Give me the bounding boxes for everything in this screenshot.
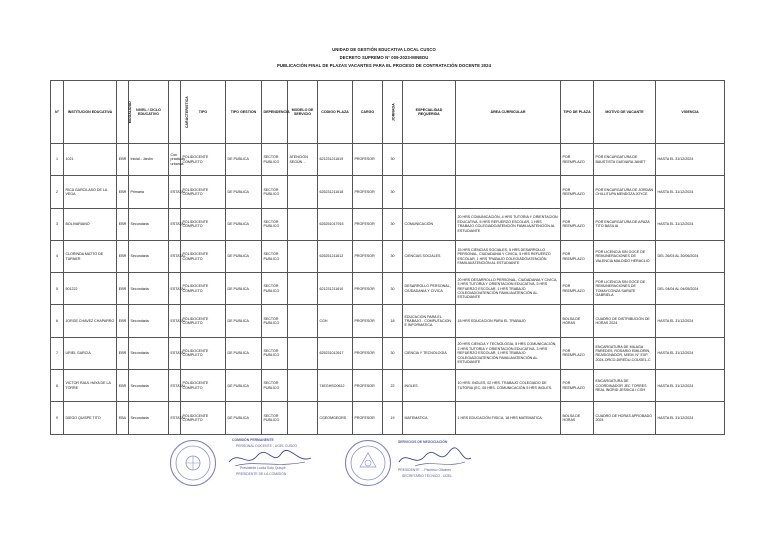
col-header: ESPECIALIDAD REQUERIDA (403, 81, 456, 144)
table-cell: 20 HRS CIENCIA Y TECNOLOGIA, 5 HRS COMUNICACIÓN, 2 HRS TUTORIA Y ORIENTACIÓN EDUCATIVA, 3 HRS REFUERZO ESCOLAR, 1 HRS TRABAJO COLEGIADO/ATENCIÓN FAMILIA/ATENCIÓN AL ESTUDIANTE (456, 337, 561, 369)
table-cell: 30 (383, 144, 403, 176)
table-cell: 5 (51, 273, 64, 305)
stamp-right-line3: SECRETARIO TÉCNICO - UGEL (402, 474, 453, 478)
table-cell: POR ENCARGATURA DE APAZA TITO BASILIA (594, 208, 656, 240)
table-cell: ESTATAL (169, 370, 181, 402)
table-cell: ESTATAL (169, 208, 181, 240)
table-cell: ATENCIÓN SEGÚN ... (288, 144, 318, 176)
table-cell: HASTA EL 31/12/2024 (656, 176, 725, 208)
vacancies-table (50, 80, 725, 435)
table-cell: POLIDOCENTE COMPLETO (181, 337, 226, 369)
table-cell: POLIDOCENTE COMPLETO (181, 144, 226, 176)
table-cell (288, 273, 318, 305)
table-cell: CIENCIAS SOCIALES (403, 240, 456, 272)
table-cell: EBR (117, 176, 129, 208)
col-header: MODALIDAD (117, 81, 129, 144)
col-header: MOTIVO DE VACANTE (594, 81, 656, 144)
table-cell: DE PUBLICA (226, 176, 262, 208)
table-cell: 15 HRS CIENCIAS SOCIALES, 5 HRS DESARROLLO PERSONAL, CIUDADANIA Y CIVICA, 5 HRS REFUERZO ESCOLAR, 1 HRS TRABAJO COLEGIADO/ATENCIÓN FAMILIA/ATENCIÓN AL ESTUDIANTE (456, 240, 561, 272)
table-cell: DE PUBLICA (226, 402, 262, 434)
table-cell: POLIDOCENTE COMPLETO (181, 208, 226, 240)
col-header: DEPENDENCIA (262, 81, 288, 144)
stamp-right-line1: SERVICIOS DE NEGOCIACIÓN (398, 440, 448, 444)
table-cell: DEL 26/03 AL 30/06/2024 (656, 240, 725, 272)
table-cell: DE PUBLICA (226, 305, 262, 337)
table-cell: ESTATAL (169, 337, 181, 369)
table-cell: SECTOR PUBLICO (262, 402, 288, 434)
table-cell: POR ENCARGATURA DE JORDAN CHILLITUPA MENDOZA JOYCE (594, 176, 656, 208)
table-cell (403, 176, 456, 208)
stamp-left-line3: Presidente Lucila Soto Quispe (240, 466, 286, 470)
table-cell: BOLSA DE HORAS (561, 305, 594, 337)
table-cell: POLIDOCENTE COMPLETO (181, 273, 226, 305)
table-cell: DEL 04/04 AL 04/05/2024 (656, 273, 725, 305)
table-cell: POR REEMPLAZO (561, 144, 594, 176)
table-cell: 18 HRS EDUCACION PARA EL TRABAJO (456, 305, 561, 337)
table-cell: EDUCACION PARA EL TRABAJO - COMPUTACION E INFORMATICA (403, 305, 456, 337)
table-cell: POR LICENCIA SIN GOCE DE REMUNERACIONES DE TOMAYCONZA SARATE GABRIELA (594, 273, 656, 305)
seal-emblem-icon (346, 441, 390, 485)
table-cell: SECTOR PUBLICO (262, 240, 288, 272)
table-cell: 625231211618 (318, 176, 353, 208)
table-cell: CGEOMGEORS (318, 402, 353, 434)
table-cell: ENCARGATURA DE COORDINADOR JEC TORRES REAL INGRID JESSICA / CGH (594, 370, 656, 402)
table-cell: PROFESOR (353, 240, 383, 272)
table-row (51, 208, 725, 240)
table-cell: POLIDOCENTE COMPLETO (181, 402, 226, 434)
table-cell: 10 HRS. INGLES, 02 HRS. TRABAJO COLEGIADO DE TUTORIA (EC, 05 HRS. COMUNICACIÓN 5 HRS INGLES. (456, 370, 561, 402)
table-cell: 3 (51, 208, 64, 240)
table-cell: DE PUBLICA (226, 240, 262, 272)
table-cell: POR REEMPLAZO (561, 208, 594, 240)
table-cell: 19 (383, 402, 403, 434)
table-cell: INGLES (403, 370, 456, 402)
table-cell: 30 (383, 273, 403, 305)
table-cell (456, 144, 561, 176)
header-line-2: DECRETO SUPREMO N° 009-2023-MINEDU (339, 55, 429, 60)
table-cell: CGH (318, 305, 353, 337)
table-cell: 621231211619 (318, 144, 353, 176)
table-cell: Con prácticas urbanas (169, 144, 181, 176)
table-cell: 621231211610 (318, 273, 353, 305)
table-cell: DE PUBLICA (226, 208, 262, 240)
table-cell: Secundaria (129, 402, 169, 434)
col-header: TIPO (181, 81, 226, 144)
table-row (51, 402, 725, 434)
table-row (51, 144, 725, 176)
col-header: ÁREA CURRICULAR (456, 81, 561, 144)
table-cell: EBR (117, 305, 129, 337)
table-cell: 4 (51, 240, 64, 272)
table-cell: 625251017915 (318, 208, 353, 240)
table-row (51, 176, 725, 208)
table-cell: CIENCIA Y TECNOLOGIA (403, 337, 456, 369)
table-cell: EBA (117, 402, 129, 434)
signature-right (395, 446, 475, 470)
table-cell: 625251211612 (318, 240, 353, 272)
table-cell: DESARROLLO PERSONAL, CIUDADANIA Y CIVICA (403, 273, 456, 305)
table-cell: ENCARGATURA DE MILAGA PAREDES, ROSARIO EMILDRIN, REASIGNADOR, M/EM, N° EXP. 2024-ORCO-DIREDU-COUGEL-C (594, 337, 656, 369)
table-cell: 22 (383, 370, 403, 402)
col-header: CARGO (353, 81, 383, 144)
table-cell: PROFESOR (353, 337, 383, 369)
table-cell: PROFESOR (353, 370, 383, 402)
table-cell: Secundaria (129, 370, 169, 402)
table-cell: EBR (117, 208, 129, 240)
col-header: N° (51, 81, 64, 144)
col-header: JORNADA (383, 81, 403, 144)
table-cell: BOLSA DE HORAS (561, 402, 594, 434)
table-cell: SECTOR PUBLICO (262, 273, 288, 305)
table-cell: COMUNICACIÓN (403, 208, 456, 240)
col-header: CODIGO PLAZA (318, 81, 353, 144)
table-cell: DE PUBLICA (226, 370, 262, 402)
table-cell: Secundaria (129, 240, 169, 272)
table-header-row (51, 81, 725, 144)
table-cell (288, 305, 318, 337)
table-cell: 1 HRS EDUCACIÓN FISICA, 18 HRS MATEMATICA (456, 402, 561, 434)
table-cell: JORGE CHAVEZ CHAPARRO (64, 305, 117, 337)
table-cell: Secundaria (129, 273, 169, 305)
table-cell: HASTA EL 31/12/2024 (656, 370, 725, 402)
table-cell (288, 370, 318, 402)
table-cell: 74EGHSO0612 (318, 370, 353, 402)
table-cell: Primaria (129, 176, 169, 208)
table-cell (288, 402, 318, 434)
table-row (51, 240, 725, 272)
table-cell: HASTA EL 31/12/2024 (656, 402, 725, 434)
table-cell: 20 HRS DESARROLLO PERSONAL, CIUDADANIA Y CIVICA, 3 HRS TUTORIA Y ORIENTACION EDUCATIVA, 5 HRS REFUERZO ESCOLAR, 1 HRS TRABAJO COLEGIADO/ATENCIÓN FAMILIA/ATENCIÓN AL ESTUDIANTE (456, 273, 561, 305)
table-cell: SECTOR PUBLICO (262, 370, 288, 402)
table-cell: PROFESOR (353, 402, 383, 434)
table-cell: 6 (51, 305, 64, 337)
stamp-right-line2: PRESIDENTE ... Pacheco Olivares (398, 468, 451, 472)
table-cell: CUADRO DE HORAS APROBADO 2024 (594, 402, 656, 434)
col-header: INSTITUCION EDUCATIVA (64, 81, 117, 144)
table-cell: ESTATAL (169, 305, 181, 337)
table-row (51, 370, 725, 402)
table-cell: Secundaria (129, 208, 169, 240)
col-header: VIGENCIA (656, 81, 725, 144)
table-cell: POR REEMPLAZO (561, 273, 594, 305)
table-cell: HASTA EL 31/12/2024 (656, 208, 725, 240)
table-cell: CLORINDA MATTO DE TURNER (64, 240, 117, 272)
table-cell: EBR (117, 273, 129, 305)
col-header: NIVEL / CICLO EDUCATIVO (129, 81, 169, 144)
table-cell: 2 (51, 176, 64, 208)
table-cell: BOLIVARIANO (64, 208, 117, 240)
col-header: TIPO DE PLAZA (561, 81, 594, 144)
table-cell: 30 (383, 208, 403, 240)
table-cell: SECTOR PUBLICO (262, 208, 288, 240)
table-row (51, 337, 725, 369)
table-cell: 501222 (64, 273, 117, 305)
table-cell: URIEL GARCIA (64, 337, 117, 369)
table-cell: POLIDOCENTE COMPLETO (181, 370, 226, 402)
table-cell (288, 176, 318, 208)
table-cell: POR REEMPLAZO (561, 176, 594, 208)
table-cell: PROFESOR (353, 144, 383, 176)
table-cell: 30 (383, 176, 403, 208)
table-cell: POR REEMPLAZO (561, 337, 594, 369)
table-cell: SECTOR PUBLICO (262, 176, 288, 208)
table-cell: HASTA EL 31/12/2024 (656, 144, 725, 176)
table-cell: SECTOR PUBLICO (262, 144, 288, 176)
table-cell: 7 (51, 337, 64, 369)
stamp-left-line2: PERSONAL DOCENTE - UGEL CUSCO (236, 444, 298, 448)
table-cell: EBR (117, 240, 129, 272)
table-cell (288, 240, 318, 272)
table-cell (288, 208, 318, 240)
table-cell: SECTOR PUBLICO (262, 305, 288, 337)
table-cell: 30 (383, 240, 403, 272)
header-line-1: UNIDAD DE GESTIÓN EDUCATIVA LOCAL CUSCO (332, 47, 436, 52)
table-cell (456, 176, 561, 208)
table-cell: ESTATAL (169, 402, 181, 434)
official-seal-right (345, 440, 391, 486)
table-cell: PROFESOR (353, 273, 383, 305)
header-line-3: PUBLICACIÓN FINAL DE PLAZAS VACANTES PARA EL PROCESO DE CONTRATACIÓN DOCENTE 2024 (276, 63, 492, 68)
table-cell: ESTATAL (169, 176, 181, 208)
table-cell: DE PUBLICA (226, 337, 262, 369)
table-cell: POR LICENCIA SIN GOCE DE REMUNERACIONES DE VALENCIA MALDIDO HERACLIO (594, 240, 656, 272)
stamp-left-line1: COMISIÓN PERMANENTE (232, 438, 274, 442)
table-cell: RICA GARCILASO DE LA VEGA (64, 176, 117, 208)
table-cell: HASTA EL 31/12/2024 (656, 337, 725, 369)
table-cell: ESTATAL (169, 273, 181, 305)
table-cell: 625231012617 (318, 337, 353, 369)
seal-emblem-icon (171, 441, 215, 485)
table-cell: POLIDOCENTE COMPLETO (181, 176, 226, 208)
col-header: TIPO GESTION (226, 81, 262, 144)
table-cell: 30 (383, 337, 403, 369)
table-cell (288, 337, 318, 369)
table-cell: 8 (51, 370, 64, 402)
table-cell: 20 HRS COMUNICACIÓN, 4 HRS TUTORIA Y ORIENTACION EDUCATIVA, 5 HRS REFUERZO ESCOLAR, 1 HRS TRABAJO COLEGIADO/ATENCIÓN FAMILIA/ATENCIÓN AL ESTUDIANTE (456, 208, 561, 240)
table-cell: POR REEMPLAZO (561, 370, 594, 402)
table-cell: DE PUBLICA (226, 273, 262, 305)
table-cell: PROFESOR (353, 176, 383, 208)
official-seal-left (170, 440, 216, 486)
table-cell: MATEMATICA (403, 402, 456, 434)
table-cell: 18 (383, 305, 403, 337)
table-cell: POLIDOCENTE COMPLETO (181, 305, 226, 337)
table-cell: Secundaria (129, 305, 169, 337)
table-cell (403, 144, 456, 176)
stamp-left-line4: PRESIDENTE DE LA COMISIÓN (236, 472, 287, 476)
table-cell: POLIDOCENTE COMPLETO (181, 240, 226, 272)
table-cell: 9 (51, 402, 64, 434)
table-cell: VICTOR RAUL HAYA DE LA TORRE (64, 370, 117, 402)
table-cell: POR REEMPLAZO (561, 240, 594, 272)
table-cell: PROFESOR (353, 305, 383, 337)
col-header: CARÁCTERISTICA (169, 81, 181, 144)
table-cell: EBR (117, 144, 129, 176)
table-cell: DIEGO QUISPE TITO (64, 402, 117, 434)
table-cell: 1021 (64, 144, 117, 176)
table-cell: HASTA EL 31/12/2024 (656, 305, 725, 337)
table-cell: 1 (51, 144, 64, 176)
table-cell: Secundaria (129, 337, 169, 369)
table-cell: PROFESOR (353, 208, 383, 240)
table-cell: DE PUBLICA (226, 144, 262, 176)
table-cell: ESTATAL (169, 240, 181, 272)
table-cell: EBR (117, 337, 129, 369)
table-cell: EBR (117, 370, 129, 402)
table-cell: CUADRO DE DISTRIBUCIÓN DE HORAS 2024 (594, 305, 656, 337)
table-cell: SECTOR PUBLICO (262, 337, 288, 369)
col-header: MODELO DE SERVICIO (288, 81, 318, 144)
table-cell: Inicial - Jardín (129, 144, 169, 176)
table-row (51, 305, 725, 337)
table-cell: POR ENCARGATURA DE BAUSTISTA GUEVARA JANET (594, 144, 656, 176)
table-row (51, 273, 725, 305)
